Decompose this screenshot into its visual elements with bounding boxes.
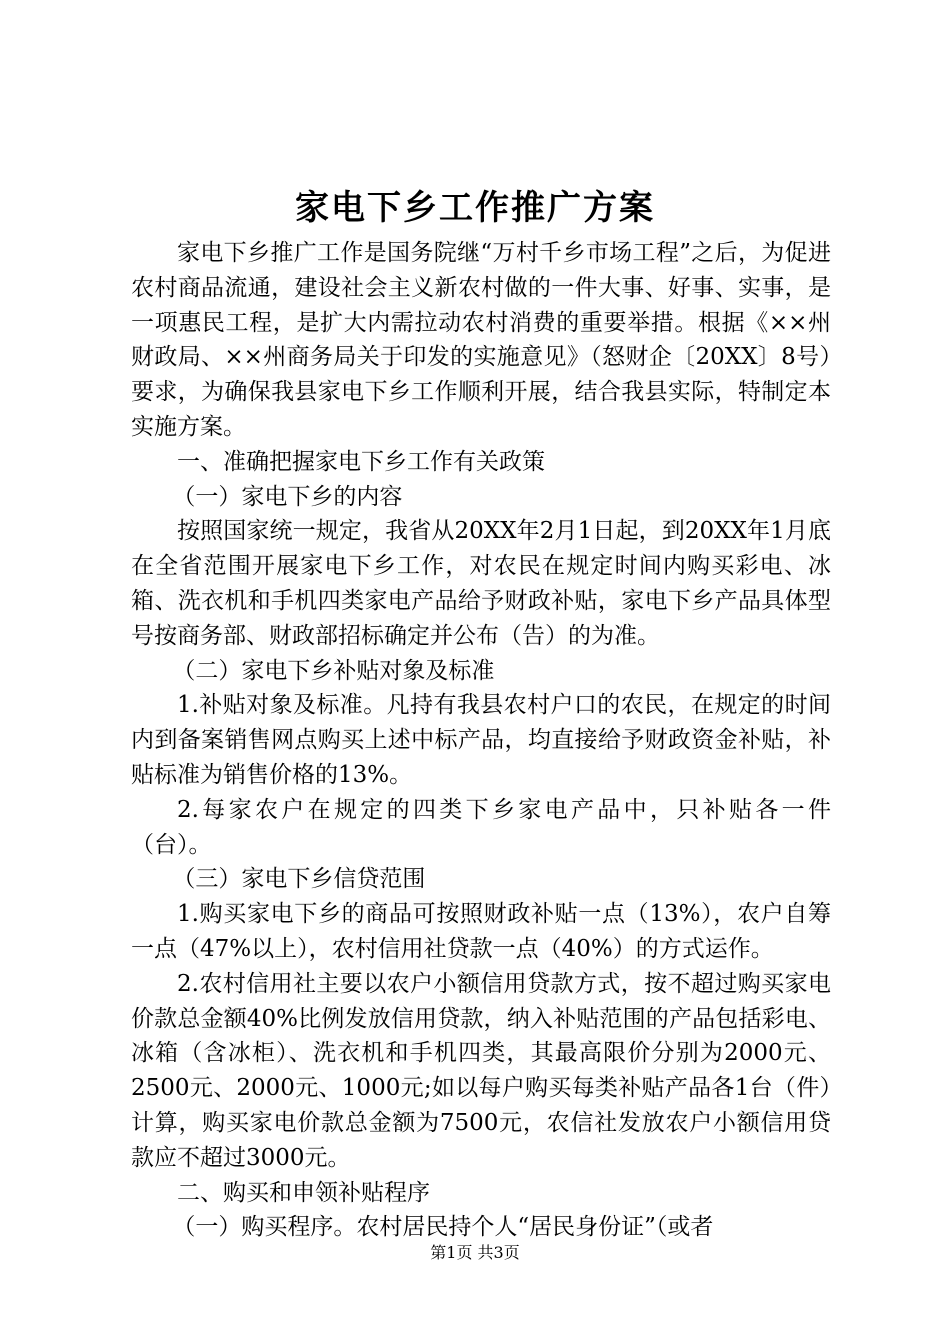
page-footer: 第1页 共3页 [430, 1243, 520, 1262]
subsidy-item-1: 1.补贴对象及标准。凡持有我县农村户口的农民，在规定的时间内到备案销售网点购买上述中标产品，均直接给予财政资金补贴，补贴标准为销售价格的13%。 [131, 692, 831, 788]
credit-item-1: 1.购买家电下乡的商品可按照财政补贴一点（13%），农户自筹一点（47%以上），农村信用社贷款一点（40%）的方式运作。 [131, 901, 831, 962]
content-paragraph: 按照国家统一规定，我省从20XX年2月1日起，到20XX年1月底在全省范围开展家电下乡工作，对农民在规定时间内购买彩电、冰箱、洗衣机和手机四类家电产品给予财政补贴，家电下乡产品具体型号按商务部、财政部招标确定并公布（告）的为准。 [131, 518, 831, 649]
section-heading-1: 一、准确把握家电下乡工作有关政策 [177, 448, 545, 475]
intro-paragraph: 家电下乡推广工作是国务院继“万村千乡市场工程”之后，为促进农村商品流通，建设社会主义新农村做的一件大事、好事、实事，是一项惠民工程，是扩大内需拉动农村消费的重要举措。根据《××州财政局、××州商务局关于印发的实施意见》（怒财企〔20XX〕8号）要求，为确保我县家电下乡工作顺利开展，结合我县实际，特制定本实施方案。 [131, 240, 831, 440]
subsidy-item-2: 2.每家农户在规定的四类下乡家电产品中，只补贴各一件（台）。 [131, 796, 831, 858]
credit-item-2: 2.农村信用社主要以农户小额信用贷款方式，按不超过购买家电价款总金额40%比例发放信用贷款，纳入补贴范围的产品包括彩电、冰箱（含冰柜）、洗衣机和手机四类，其最高限价分别为2000元、2500元、2000元、1000元;如以每户购买每类补贴产品各1台（件）计算，购买家电价款总金额为7500元，农信社发放农户小额信用贷款应不超过3000元。 [131, 970, 831, 1171]
document-body [131, 236, 831, 1245]
document-title: 家电下乡工作推广方案 [295, 188, 655, 228]
subsection-heading-1-3: （三）家电下乡信贷范围 [172, 866, 426, 893]
section-heading-2: 二、购买和申领补贴程序 [177, 1179, 430, 1206]
subsection-heading-1-2: （二）家电下乡补贴对象及标准 [172, 657, 495, 684]
subsection-heading-1-1: （一）家电下乡的内容 [172, 483, 403, 510]
purchase-procedure-paragraph: （一）购买程序。农村居民持个人“居民身份证”（或者 [172, 1214, 714, 1241]
